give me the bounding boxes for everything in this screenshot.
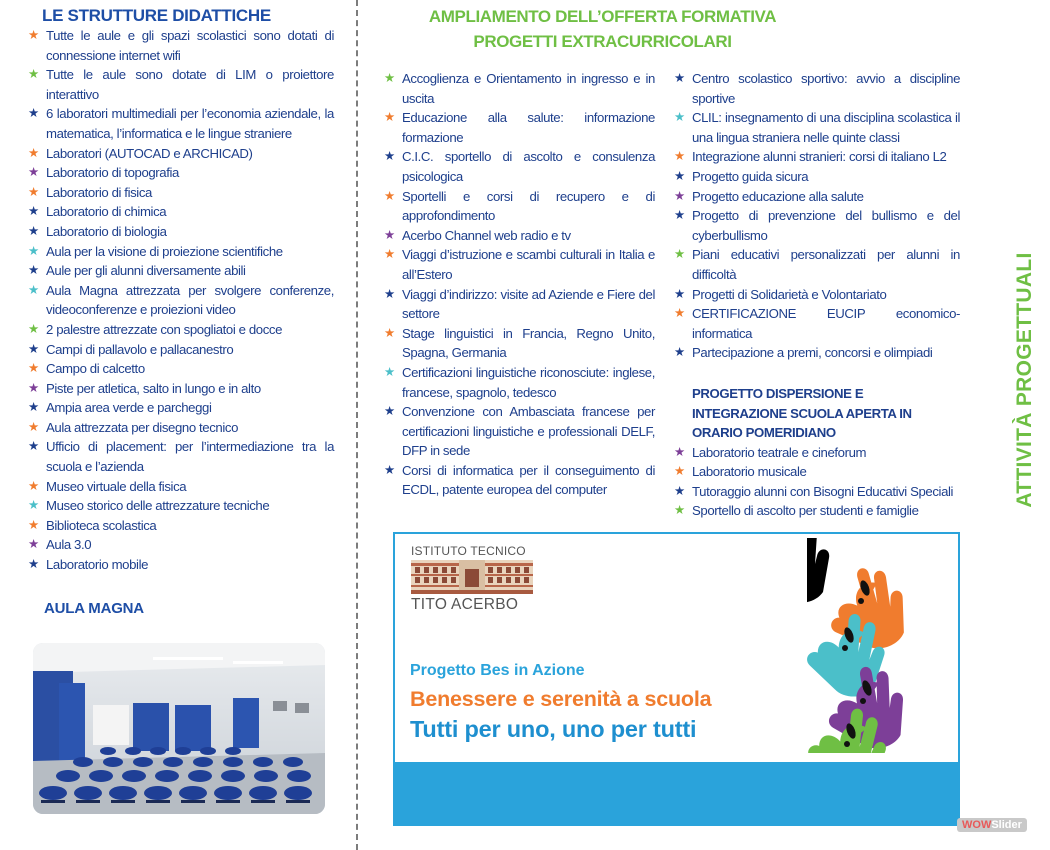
list-item-text: Partecipazione a premi, concorsi e olimpiadi bbox=[692, 345, 933, 361]
list-item bbox=[668, 304, 960, 343]
list-item bbox=[378, 324, 655, 363]
list-item-text: Progetto guida sicura bbox=[692, 168, 809, 184]
star-bullet-icon: ★ bbox=[28, 341, 39, 356]
star-bullet-icon: ★ bbox=[674, 306, 685, 321]
star-bullet-icon: ★ bbox=[28, 321, 39, 336]
list-item-text: Tutoraggio alunni con Bisogni Educativi Speciali bbox=[692, 483, 954, 499]
list-item-text: Aula 3.0 bbox=[46, 537, 92, 553]
list-item bbox=[668, 245, 960, 284]
list-item-text: Aula attrezzata per disegno tecnico bbox=[46, 419, 238, 435]
bes-project-title: Progetto Bes in Azione bbox=[410, 662, 585, 679]
star-bullet-icon: ★ bbox=[674, 188, 685, 203]
list-item bbox=[668, 462, 960, 482]
offer-title bbox=[405, 4, 800, 54]
list-item bbox=[22, 202, 334, 222]
watermark-slider: Slider bbox=[991, 819, 1022, 831]
list-item-text: CLIL: insegnamento di una disciplina scolastica il una lingua straniera nelle quinte classi bbox=[692, 110, 960, 145]
list-item bbox=[22, 163, 334, 183]
star-bullet-icon: ★ bbox=[384, 247, 395, 262]
bes-slogan-wellbeing: Benessere e serenità a scuola bbox=[410, 687, 712, 711]
list-item-text: Aula per la visione di proiezione scientifiche bbox=[46, 243, 283, 259]
star-bullet-icon: ★ bbox=[384, 188, 395, 203]
list-item-text: Viaggi d’indirizzo: visite ad Aziende e Fiere del settore bbox=[402, 286, 655, 322]
star-bullet-icon: ★ bbox=[674, 149, 685, 164]
list-item bbox=[22, 183, 334, 203]
star-bullet-icon: ★ bbox=[674, 464, 685, 479]
extracurricular-list bbox=[378, 69, 655, 500]
projects-list bbox=[668, 69, 960, 363]
list-item bbox=[378, 363, 655, 402]
list-item-text: Acerbo Channel web radio e tv bbox=[402, 227, 571, 243]
list-item bbox=[378, 461, 655, 500]
middle-column bbox=[378, 69, 655, 500]
list-item bbox=[22, 26, 334, 65]
list-item-text: Museo storico delle attrezzature tecniche bbox=[46, 498, 270, 514]
star-bullet-icon: ★ bbox=[674, 110, 685, 125]
list-item-text: Biblioteca scolastica bbox=[46, 517, 157, 533]
star-bullet-icon: ★ bbox=[28, 439, 39, 454]
star-bullet-icon: ★ bbox=[674, 168, 685, 183]
star-bullet-icon: ★ bbox=[28, 282, 39, 297]
list-item-text: Sportelli e corsi di recupero e di approfondimento bbox=[402, 188, 655, 224]
logo-top-text: ISTITUTO TECNICO bbox=[411, 544, 526, 558]
list-item bbox=[668, 69, 960, 108]
banner-bottom-bar bbox=[395, 762, 958, 824]
list-item-text: Certificazioni linguistiche riconosciute: inglese, francese, spagnolo, tedesco bbox=[402, 364, 655, 400]
logo-bottom-text: TITO ACERBO bbox=[411, 596, 519, 613]
list-item-text: Laboratorio mobile bbox=[46, 557, 149, 573]
structures-list bbox=[22, 26, 334, 575]
star-bullet-icon: ★ bbox=[28, 400, 39, 415]
list-item bbox=[22, 535, 334, 555]
list-item-text: 2 palestre attrezzate con spogliatoi e docce bbox=[46, 321, 283, 337]
star-bullet-icon: ★ bbox=[674, 208, 685, 223]
list-item bbox=[668, 167, 960, 187]
list-item bbox=[22, 516, 334, 536]
list-item bbox=[378, 147, 655, 186]
list-item-text: Aula Magna attrezzata per svolgere conferenze, videoconferenze e proiezioni video bbox=[46, 282, 334, 318]
list-item-text: Corsi di informatica per il conseguimento di ECDL, patente europea del computer bbox=[402, 462, 655, 498]
list-item bbox=[378, 402, 655, 461]
star-bullet-icon: ★ bbox=[384, 364, 395, 379]
list-item-text: Campi di pallavolo e pallacanestro bbox=[46, 341, 234, 357]
list-item bbox=[22, 144, 334, 164]
star-bullet-icon: ★ bbox=[28, 557, 39, 572]
list-item-text: Sportello di ascolto per studenti e famiglie bbox=[692, 503, 919, 519]
list-item-text: Laboratorio di biologia bbox=[46, 223, 167, 239]
list-item-text: Tutte le aule sono dotate di LIM o proiettore interattivo bbox=[46, 67, 334, 102]
bes-banner bbox=[393, 532, 960, 826]
star-bullet-icon: ★ bbox=[28, 380, 39, 395]
dashed-divider bbox=[356, 0, 358, 850]
offer-title-line2: PROGETTI EXTRACURRICOLARI bbox=[473, 32, 732, 51]
list-item bbox=[378, 108, 655, 147]
star-bullet-icon: ★ bbox=[28, 517, 39, 532]
list-item-text: Convenzione con Ambasciata francese per certificazioni linguistiche e professionali DELF, DFP in sede bbox=[402, 404, 655, 459]
list-item-text: Educazione alla salute: informazione formazione bbox=[402, 110, 655, 145]
list-item-text: Progetto educazione alla salute bbox=[692, 188, 864, 204]
list-item bbox=[22, 437, 334, 476]
star-bullet-icon: ★ bbox=[28, 361, 39, 376]
star-bullet-icon: ★ bbox=[28, 263, 39, 278]
list-item bbox=[22, 65, 334, 104]
star-bullet-icon: ★ bbox=[384, 227, 395, 242]
star-bullet-icon: ★ bbox=[674, 345, 685, 360]
star-bullet-icon: ★ bbox=[28, 145, 39, 160]
offer-title-line1: AMPLIAMENTO DELL’OFFERTA FORMATIVA bbox=[428, 7, 777, 26]
list-item bbox=[378, 226, 655, 246]
star-bullet-icon: ★ bbox=[384, 462, 395, 477]
list-item-text: Viaggi d’istruzione e scambi culturali in Italia e all’Estero bbox=[402, 247, 655, 282]
colored-hands-icon bbox=[807, 538, 937, 753]
list-item-text: Museo virtuale della fisica bbox=[46, 478, 187, 494]
star-bullet-icon: ★ bbox=[28, 204, 39, 219]
list-item bbox=[22, 104, 334, 143]
dispersion-project-heading: PROGETTO DISPERSIONE E INTEGRAZIONE SCUOLA APERTA IN ORARIO POMERIDIANO bbox=[692, 385, 912, 441]
star-bullet-icon: ★ bbox=[28, 498, 39, 513]
star-bullet-icon: ★ bbox=[674, 483, 685, 498]
list-item bbox=[668, 482, 960, 502]
list-item-text: Laboratori (AUTOCAD e ARCHICAD) bbox=[46, 145, 253, 161]
star-bullet-icon: ★ bbox=[384, 325, 395, 340]
star-bullet-icon: ★ bbox=[28, 223, 39, 238]
star-bullet-icon: ★ bbox=[28, 243, 39, 258]
list-item bbox=[378, 285, 655, 324]
star-bullet-icon: ★ bbox=[28, 478, 39, 493]
list-item bbox=[22, 418, 334, 438]
star-bullet-icon: ★ bbox=[674, 503, 685, 518]
side-title: ATTIVITÀ PROGETTUALI bbox=[1013, 252, 1036, 508]
list-item bbox=[22, 477, 334, 497]
star-bullet-icon: ★ bbox=[28, 165, 39, 180]
list-item-text: Piani educativi personalizzati per alunni in difficoltà bbox=[692, 247, 960, 282]
list-item-text: Integrazione alunni stranieri: corsi di italiano L2 bbox=[692, 149, 947, 165]
list-item-text: CERTIFICAZIONE EUCIP economico-informatica bbox=[692, 306, 960, 341]
star-bullet-icon: ★ bbox=[384, 110, 395, 125]
list-item bbox=[22, 340, 334, 360]
star-bullet-icon: ★ bbox=[674, 71, 685, 85]
list-item bbox=[22, 379, 334, 399]
wowslider-watermark bbox=[957, 818, 1027, 832]
star-bullet-icon: ★ bbox=[28, 106, 39, 121]
list-item-text: Ampia area verde e parcheggi bbox=[46, 400, 212, 416]
list-item bbox=[22, 359, 334, 379]
list-item bbox=[668, 285, 960, 305]
list-item bbox=[22, 555, 334, 575]
list-item-text: Laboratorio di fisica bbox=[46, 184, 152, 200]
star-bullet-icon: ★ bbox=[28, 537, 39, 552]
list-item-text: Piste per atletica, salto in lungo e in alto bbox=[46, 380, 261, 396]
list-item-text: Progetti di Solidarietà e Volontariato bbox=[692, 286, 887, 302]
star-bullet-icon: ★ bbox=[384, 286, 395, 301]
aula-magna-title: AULA MAGNA bbox=[44, 599, 144, 617]
list-item-text: Laboratorio di topografia bbox=[46, 165, 179, 181]
list-item bbox=[668, 187, 960, 207]
list-item-text: Ufficio di placement: per l’intermediazione tra la scuola e l’azienda bbox=[46, 439, 334, 475]
star-bullet-icon: ★ bbox=[674, 247, 685, 262]
list-item bbox=[22, 320, 334, 340]
dispersion-project-list bbox=[668, 443, 960, 521]
star-bullet-icon: ★ bbox=[384, 149, 395, 164]
list-item bbox=[668, 443, 960, 463]
list-item-text: 6 laboratori multimediali per l’economia aziendale, la matematica, l’informatica e le lingue straniere bbox=[46, 106, 334, 141]
list-item bbox=[22, 281, 334, 320]
list-item-text: C.I.C. sportello di ascolto e consulenza psicologica bbox=[402, 149, 655, 184]
star-bullet-icon: ★ bbox=[674, 286, 685, 301]
school-building-icon bbox=[411, 560, 533, 594]
list-item-text: Campo di calcetto bbox=[46, 361, 145, 377]
star-bullet-icon: ★ bbox=[28, 67, 39, 82]
list-item bbox=[378, 187, 655, 226]
list-item-text: Stage linguistici in Francia, Regno Unito, Spagna, Germania bbox=[402, 325, 655, 361]
list-item bbox=[22, 398, 334, 418]
list-item-text: Tutte le aule e gli spazi scolastici sono dotati di connessione internet wifi bbox=[46, 28, 334, 63]
star-bullet-icon: ★ bbox=[674, 444, 685, 459]
list-item bbox=[22, 242, 334, 262]
list-item bbox=[22, 496, 334, 516]
bes-slogan-all-for-one: Tutti per uno, uno per tutti bbox=[410, 716, 697, 742]
list-item bbox=[668, 206, 960, 245]
star-bullet-icon: ★ bbox=[28, 419, 39, 434]
list-item bbox=[668, 343, 960, 363]
list-item-text: Laboratorio musicale bbox=[692, 464, 807, 480]
list-item bbox=[378, 245, 655, 284]
left-column bbox=[22, 0, 334, 617]
star-bullet-icon: ★ bbox=[384, 71, 395, 85]
list-item bbox=[668, 147, 960, 167]
aula-magna-photo bbox=[33, 643, 325, 814]
list-item bbox=[22, 222, 334, 242]
left-title: LE STRUTTURE DIDATTICHE bbox=[42, 6, 271, 25]
star-bullet-icon: ★ bbox=[28, 184, 39, 199]
watermark-wow: WOW bbox=[962, 819, 992, 831]
list-item-text: Laboratorio di chimica bbox=[46, 204, 167, 220]
list-item-text: Accoglienza e Orientamento in ingresso e in uscita bbox=[402, 71, 655, 106]
star-bullet-icon: ★ bbox=[28, 28, 39, 42]
star-bullet-icon: ★ bbox=[384, 404, 395, 419]
list-item-text: Centro scolastico sportivo: avvio a discipline sportive bbox=[692, 71, 960, 106]
list-item bbox=[668, 501, 960, 521]
school-logo bbox=[411, 544, 536, 614]
right-column bbox=[668, 69, 960, 521]
list-item bbox=[378, 69, 655, 108]
list-item bbox=[22, 261, 334, 281]
list-item-text: Laboratorio teatrale e cineforum bbox=[692, 444, 867, 460]
list-item-text: Aule per gli alunni diversamente abili bbox=[46, 263, 246, 279]
list-item bbox=[668, 108, 960, 147]
list-item-text: Progetto di prevenzione del bullismo e del cyberbullismo bbox=[692, 208, 960, 243]
